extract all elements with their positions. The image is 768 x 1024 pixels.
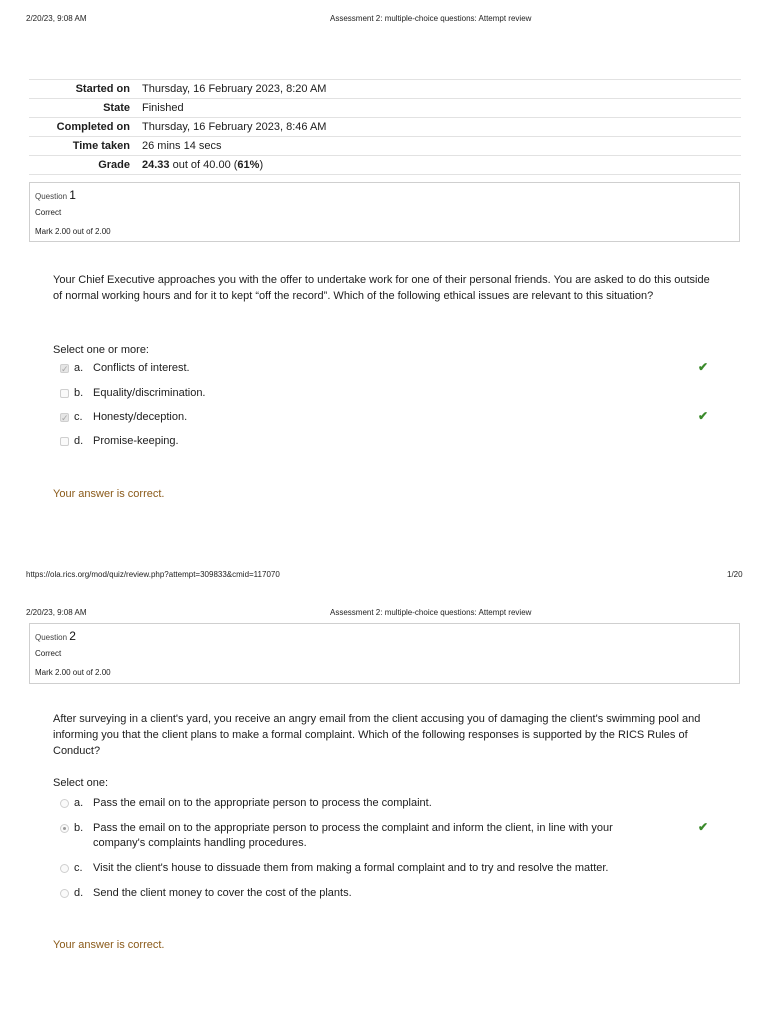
- grade-close: ): [259, 159, 264, 171]
- answer-prompt: Select one:: [53, 777, 109, 789]
- question-text: Your Chief Executive approaches you with the offer to undertake work for one of their personal friends. You are asked to do this outside of normal working hours and for it to kept “off the record”. Which of the following ethical issues are relevant to this situation?: [53, 274, 710, 302]
- summary-label: Completed on: [56, 121, 130, 133]
- summary-value: Thursday, 16 February 2023, 8:20 AM: [142, 83, 327, 95]
- question-number: [35, 188, 76, 202]
- question-number-value: 2: [69, 629, 76, 643]
- grade-out-of: out of 40.00 (: [169, 159, 238, 171]
- option-text: Visit the client's house to dissuade them from making a formal complaint and to try and resolve the matter.: [93, 862, 609, 874]
- checkbox[interactable]: [60, 413, 69, 422]
- question-number-value: 1: [69, 188, 76, 202]
- option-letter: b.: [74, 387, 84, 399]
- summary-label: Started on: [75, 83, 130, 95]
- print-title: Assessment 2: multiple-choice questions: Attempt review: [330, 14, 532, 23]
- attempt-summary-table: [29, 79, 741, 175]
- question-number: [35, 629, 76, 643]
- page-counter: 1/20: [727, 570, 743, 579]
- correct-check-icon: ✔: [698, 409, 709, 423]
- option-text: Equality/discrimination.: [93, 387, 206, 399]
- feedback-text: Your answer is correct.: [53, 488, 165, 500]
- option-letter: d.: [74, 887, 84, 899]
- option-text: Send the client money to cover the cost of the plants.: [93, 887, 352, 899]
- print-title: Assessment 2: multiple-choice questions: Attempt review: [330, 608, 532, 617]
- question-state: Correct: [35, 208, 62, 217]
- radio-button[interactable]: [60, 864, 69, 873]
- question-label: Question: [35, 633, 68, 642]
- question-text: After surveying in a client's yard, you receive an angry email from the client accusing you of damaging the client's swimming pool and informing you that the client plans to make a formal complaint. Which of the following responses is supported by the RICS Rules of Conduct?: [53, 713, 701, 757]
- answer-prompt: Select one or more:: [53, 344, 149, 356]
- summary-value: Thursday, 16 February 2023, 8:46 AM: [142, 121, 327, 133]
- option-letter: a.: [74, 362, 84, 374]
- checkbox[interactable]: [60, 389, 69, 398]
- page-url: https://ola.rics.org/mod/quiz/review.php?attempt=309833&cmid=117070: [26, 570, 280, 579]
- summary-label: Grade: [98, 159, 130, 171]
- option-text: Pass the email on to the appropriate person to process the complaint and inform the client, in line with your company's complaints handling procedures.: [93, 822, 613, 849]
- checkbox[interactable]: [60, 364, 69, 373]
- correct-check-icon: ✔: [698, 360, 709, 374]
- question-grade: Mark 2.00 out of 2.00: [35, 668, 111, 677]
- summary-label: Time taken: [72, 140, 130, 152]
- option-text: Promise-keeping.: [93, 435, 179, 447]
- summary-row-grade: [29, 156, 741, 175]
- grade-score: 24.33: [142, 159, 170, 171]
- option-text: Pass the email on to the appropriate person to process the complaint.: [93, 797, 432, 809]
- question-info-1: [29, 182, 740, 242]
- checkbox[interactable]: [60, 437, 69, 446]
- summary-row-time: [29, 137, 741, 156]
- summary-row-state: [29, 99, 741, 118]
- radio-button[interactable]: [60, 824, 69, 833]
- question-state: Correct: [35, 649, 62, 658]
- option-letter: c.: [74, 411, 83, 423]
- option-letter: b.: [74, 822, 84, 834]
- option-letter: a.: [74, 797, 84, 809]
- summary-value: [136, 156, 741, 175]
- summary-row-completed: [29, 118, 741, 137]
- option-letter: d.: [74, 435, 84, 447]
- grade-percent: 61%: [237, 159, 260, 171]
- question-label: Question: [35, 192, 68, 201]
- summary-value: 26 mins 14 secs: [142, 140, 222, 152]
- print-date: 2/20/23, 9:08 AM: [26, 608, 87, 617]
- print-date: 2/20/23, 9:08 AM: [26, 14, 87, 23]
- summary-value: Finished: [142, 102, 184, 114]
- question-grade: Mark 2.00 out of 2.00: [35, 227, 111, 236]
- summary-label: State: [103, 102, 130, 114]
- correct-check-icon: ✔: [698, 820, 709, 834]
- feedback-text: Your answer is correct.: [53, 939, 165, 951]
- option-text: Conflicts of interest.: [93, 362, 190, 374]
- option-text: Honesty/deception.: [93, 411, 188, 423]
- radio-button[interactable]: [60, 889, 69, 898]
- question-info-2: [29, 623, 740, 684]
- option-letter: c.: [74, 862, 83, 874]
- summary-row-started: [29, 80, 741, 99]
- radio-button[interactable]: [60, 799, 69, 808]
